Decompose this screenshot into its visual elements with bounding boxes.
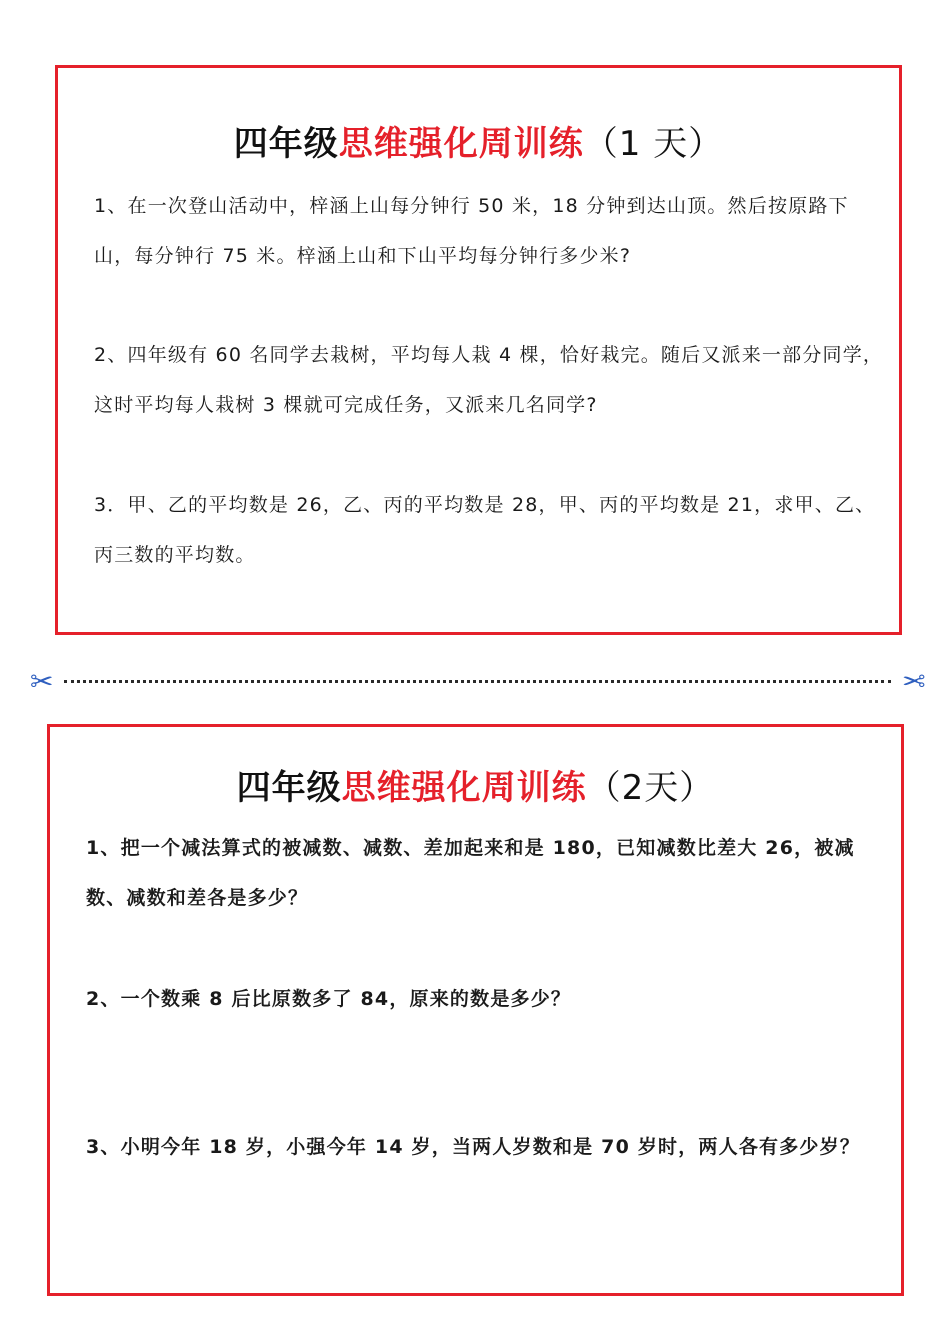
title-grade: 四年级 bbox=[233, 124, 339, 164]
question-2: 2、一个数乘 8 后比原数多了 84，原来的数是多少？ bbox=[86, 988, 572, 1010]
question-2: 2、四年级有 60 名同学去栽树，平均每人栽 4 棵，恰好栽完。随后又派来一部分同学，这时平均每人栽树 3 棵就可完成任务，又派来几名同学? bbox=[94, 344, 884, 416]
question-3: 3、小明今年 18 岁，小强今年 14 岁，当两人岁数和是 70 岁时，两人各有多少岁？ bbox=[86, 1136, 861, 1158]
cut-line bbox=[30, 665, 925, 698]
question-1: 1、把一个减法算式的被减数、减数、差加起来和是 180，已知减数比差大 26，被减数、减数和差各是多少？ bbox=[86, 837, 855, 909]
scissors-icon: ✂ bbox=[30, 665, 54, 698]
title-day: （1 天） bbox=[583, 124, 724, 164]
question-1: 1、在一次登山活动中，梓涵上山每分钟行 50 米，18 分钟到达山顶。然后按原路下山，每分钟行 75 米。梓涵上山和下山平均每分钟行多少米? bbox=[94, 195, 849, 267]
worksheet-card-day-2 bbox=[47, 724, 904, 1296]
title-highlight: 思维强化周训练 bbox=[338, 124, 584, 164]
title-highlight: 思维强化周训练 bbox=[341, 768, 587, 808]
card-title bbox=[50, 760, 901, 809]
card-title bbox=[58, 116, 899, 165]
scissors-icon: ✂ bbox=[901, 665, 925, 698]
title-grade: 四年级 bbox=[236, 768, 342, 808]
title-day: （2天） bbox=[586, 768, 715, 808]
question-3: 3．甲、乙的平均数是 26，乙、丙的平均数是 28，甲、丙的平均数是 21，求甲、乙、丙三数的平均数。 bbox=[94, 494, 876, 566]
dotted-divider bbox=[64, 680, 891, 683]
worksheet-card-day-1 bbox=[55, 65, 902, 635]
